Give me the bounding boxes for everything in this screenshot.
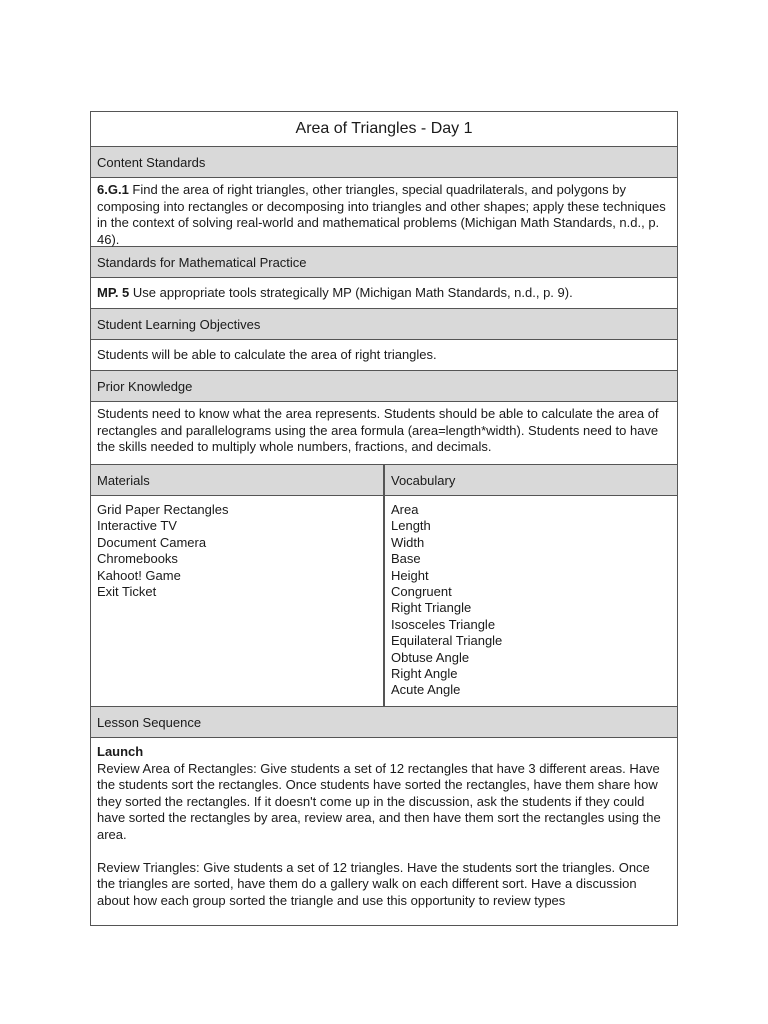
vocabulary-item: Base	[391, 551, 421, 567]
prior-knowledge-header: Prior Knowledge	[91, 371, 677, 402]
launch-paragraph-triangles: Review Triangles: Give students a set of 12 triangles. Have the students sort the triangles. Once the triangles are sorted, have them do a gallery walk on each different sort. Have a discussion about how each group sorted the triangle and use this opportunity to review types	[97, 859, 650, 908]
materials-item: Kahoot! Game	[97, 567, 181, 583]
materials-column	[91, 465, 385, 706]
vocabulary-item: Obtuse Angle	[391, 649, 470, 665]
vocabulary-item: Acute Angle	[391, 682, 461, 698]
vocabulary-item: Equilateral Triangle	[391, 633, 503, 649]
materials-item: Document Camera	[97, 534, 207, 550]
materials-item: Grid Paper Rectangles	[97, 502, 229, 517]
content-standards-body	[91, 178, 677, 247]
content-standards-header: Content Standards	[91, 147, 677, 178]
practice-code: MP. 5	[97, 284, 130, 300]
lesson-sequence-header: Lesson Sequence	[91, 707, 677, 738]
materials-header: Materials	[91, 465, 383, 496]
vocabulary-item: Right Triangle	[391, 600, 472, 616]
prior-knowledge-body: Students need to know what the area represents. Students should be able to calculate the area of rectangles and parallelograms using the area formula (area=length*width). Students need to have the skills needed to multiply whole numbers, fractions, and decimals.	[91, 402, 677, 465]
standard-text: Find the area of right triangles, other triangles, special quadrilaterals, and polygons by composing into rectangles or decomposing into triangles and other shapes; apply these techniques in the context of solving real-world and mathematical problems (Michigan Math Standards, n.d., p. 46).	[97, 182, 666, 247]
math-practice-header: Standards for Mathematical Practice	[91, 247, 677, 278]
launch-paragraph-rectangles: Review Area of Rectangles: Give students a set of 12 rectangles that have 3 different areas. Have the students sort the rectangles. Once students have sorted the rectangles, have them share how they sorted the rectangles. If it doesn't come up in the discussion, ask the students if they could have sorted the rectangles by area, review area, and then have them sort the rectangles using the area.	[97, 760, 661, 842]
standard-code: 6.G.1	[97, 182, 129, 197]
launch-title: Launch	[97, 744, 144, 759]
math-practice-body	[91, 278, 677, 309]
vocabulary-item: Height	[391, 567, 429, 583]
materials-item: Interactive TV	[97, 518, 177, 534]
vocabulary-item: Congruent	[391, 584, 452, 600]
objectives-body: Students will be able to calculate the area of right triangles.	[91, 340, 677, 371]
vocabulary-item: Isosceles Triangle	[391, 616, 496, 632]
vocabulary-item: Length	[391, 518, 431, 534]
practice-text: Use appropriate tools strategically MP (Michigan Math Standards, n.d., p. 9).	[129, 284, 573, 300]
lesson-sequence-body	[91, 738, 677, 914]
vocabulary-item: Width	[391, 534, 425, 550]
vocabulary-item: Area	[391, 502, 419, 517]
objectives-header: Student Learning Objectives	[91, 309, 677, 340]
vocabulary-header: Vocabulary	[385, 465, 677, 496]
materials-vocabulary-section	[91, 465, 677, 707]
materials-item: Chromebooks	[97, 551, 178, 567]
lesson-plan-table	[90, 111, 678, 926]
vocabulary-column	[385, 465, 677, 706]
lesson-title: Area of Triangles - Day 1	[91, 112, 677, 147]
vocabulary-item: Right Angle	[391, 666, 458, 682]
materials-list	[91, 496, 383, 606]
materials-item: Exit Ticket	[97, 584, 157, 600]
vocabulary-list	[385, 496, 677, 705]
